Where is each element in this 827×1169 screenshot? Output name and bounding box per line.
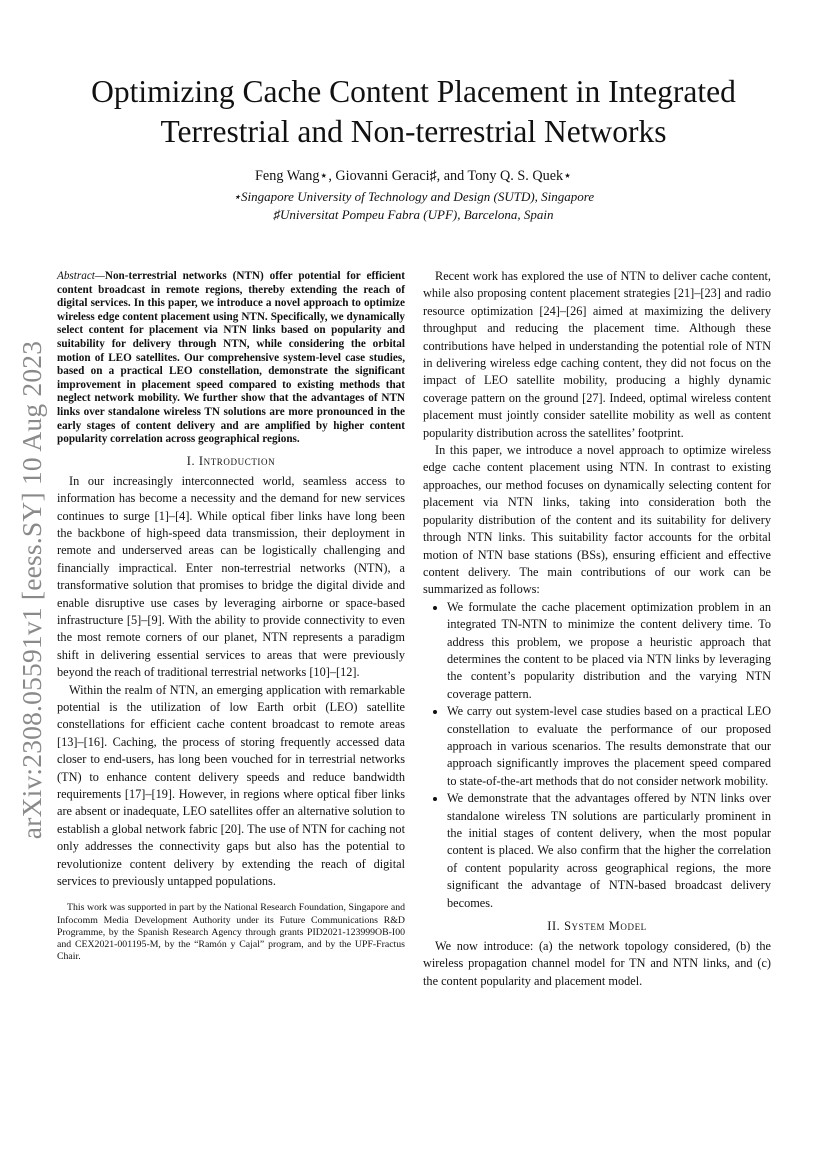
list-item: • We demonstrate that the advantages offered by NTN links over standalone wireless TN solutions are particularly prominent in the initial stages of content delivery, when the most popular content is placed. We also confirm that the higher the correlation of content popularity across geographical regions, the more significant the advantage of NTN-based broadcast delivery becomes. xyxy=(447,790,771,912)
intro-paragraph-4: In this paper, we introduce a novel approach to optimize wireless edge cache content placement using NTN. In contrast to existing approaches, our method focuses on dynamically selecting content for placement via NTN links, taking into consideration both the popularity distribution of the content and its suitability for delivery through NTN links. This suitability factor accounts for the orbital motion of NTN base stations (BSs), ensuring efficient and effective content delivery. The main contributions of our work can be summarized as follows: xyxy=(423,443,771,597)
abstract xyxy=(57,270,405,447)
funding-footnote: This work was supported in part by the National Research Foundation, Singapore and Infocomm Media Development Authority under its Future Communications R&D Programme, by the Spanish Research Agency through grants PID2021-123999OB-I00 and CEX2021-001195-M, by the “Ramón y Cajal” program, and by the UPF-Fractus Chair. xyxy=(57,902,405,963)
system-model-paragraph: We now introduce: (a) the network topology considered, (b) the wireless propagation channel model for TN and NTN links, and (c) the content popularity and placement model. xyxy=(423,939,771,988)
intro-paragraph-1: In our increasingly interconnected world, seamless access to information has become a necessity and the demand for new services continues to surge [1]–[4]. While optical fiber links have long been the backbone of high-speed data transmission, their deployment in remote and underserved areas can be logistically challenging and financially impractical. Enter non-terrestrial networks (NTN), a transformative solution that promises to bridge the digital divide and enable disruptive use cases by leveraging airborne or space-based infrastructure [5]–[9]. With the ability to provide connectivity to even the most remote corners of our planet, NTN represents a paradigm shift in delivering essential services to areas that were previously beyond the reach of traditional terrestrial networks [10]–[12]. xyxy=(57,473,405,680)
intro-paragraph-2: Within the realm of NTN, an emerging application with remarkable potential is the utilization of low Earth orbit (LEO) satellite constellations for efficient cache content broadcast to remote areas [13]–[16]. Caching, the process of storing frequently accessed data closer to end-users, has long been vouched for in terrestrial networks (TN) to enhance content delivery speeds and reduce bandwidth requirements [17]–[19]. However, in regions where optical fiber links are absent or inadequate, LEO satellites offer an alternative solution to establish a global network fabric [20]. The use of NTN for caching not only addresses the connectivity gaps but also has the potential to revolutionize content delivery by extending the reach of digital services to previously untapped populations. xyxy=(57,682,405,889)
abstract-text: Non-terrestrial networks (NTN) offer potential for efficient content broadcast in remote regions, thereby extending the reach of digital services. In this paper, we introduce a novel approach to optimize wireless edge content placement using NTN. Specifically, we dynamically select content for placement via NTN links based on popularity and suitability for delivery through NTN, while considering the orbital motion of LEO satellites. Our comprehensive system-level case studies, based on a practical LEO constellation, demonstrate the significant improvement in placement speed compared to existing methods that neglect network mobility. We further show that the advantages of NTN links over standalone wireless TN solutions are more pronounced in the early stages of content delivery and are amplified by higher content popularity correlation across geographical regions. xyxy=(57,270,405,446)
list-item: • We carry out system-level case studies based on a practical LEO constellation to evaluate the performance of our proposed approach in various scenarios. The results demonstrate that our approach significantly improves the placement speed compared to state-of-the-art methods that do not consider network mobility. xyxy=(447,703,771,790)
intro-paragraph-3: Recent work has explored the use of NTN to deliver cache content, while also proposing content placement strategies [21]–[23] and radio resource optimization [24]–[26] aimed at maximizing the delivery throughput and reducing the placement time. Although these contributions have helped in understanding the potential role of NTN in delivering wireless edge caching content, they did not focus on the impact of LEO satellite mobility, producing a highly dynamic coverage pattern on the ground [27]. Indeed, optimal wireless content placement must jointly consider satellite mobility as well as content popularity distribution across the satellites’ footprint. xyxy=(423,269,771,440)
arxiv-identifier-stamp xyxy=(14,310,50,870)
paper-title: Optimizing Cache Content Placement in Integrated Terrestrial and Non-terrestrial Networks xyxy=(91,74,736,149)
section-heading-system-model: II. System Model xyxy=(547,919,647,934)
section-heading-introduction: I. Introduction xyxy=(186,453,276,468)
left-column xyxy=(57,270,405,963)
affiliation-upf: ♯Universitat Pompeu Fabra (UPF), Barcelona, Spain xyxy=(273,207,554,222)
abstract-label: Abstract— xyxy=(57,270,105,282)
list-item: • We formulate the cache placement optimization problem in an integrated TN-NTN to minimize the content delivery time. To address this problem, we propose a heuristic approach that determines the content to be placed via NTN links by leveraging the content’s popularity distribution and the varying NTN coverage pattern. xyxy=(447,599,771,703)
arxiv-identifier-text: arXiv:2308.05591v1 [eess.SY] 10 Aug 2023 xyxy=(16,340,47,840)
affiliation-sutd: ⋆Singapore University of Technology and Design (SUTD), Singapore xyxy=(232,189,595,204)
contributions-list xyxy=(423,599,771,912)
author-list: Feng Wang⋆, Giovanni Geraci♯, and Tony Q. S. Quek⋆ xyxy=(255,168,572,184)
right-column xyxy=(423,268,771,990)
